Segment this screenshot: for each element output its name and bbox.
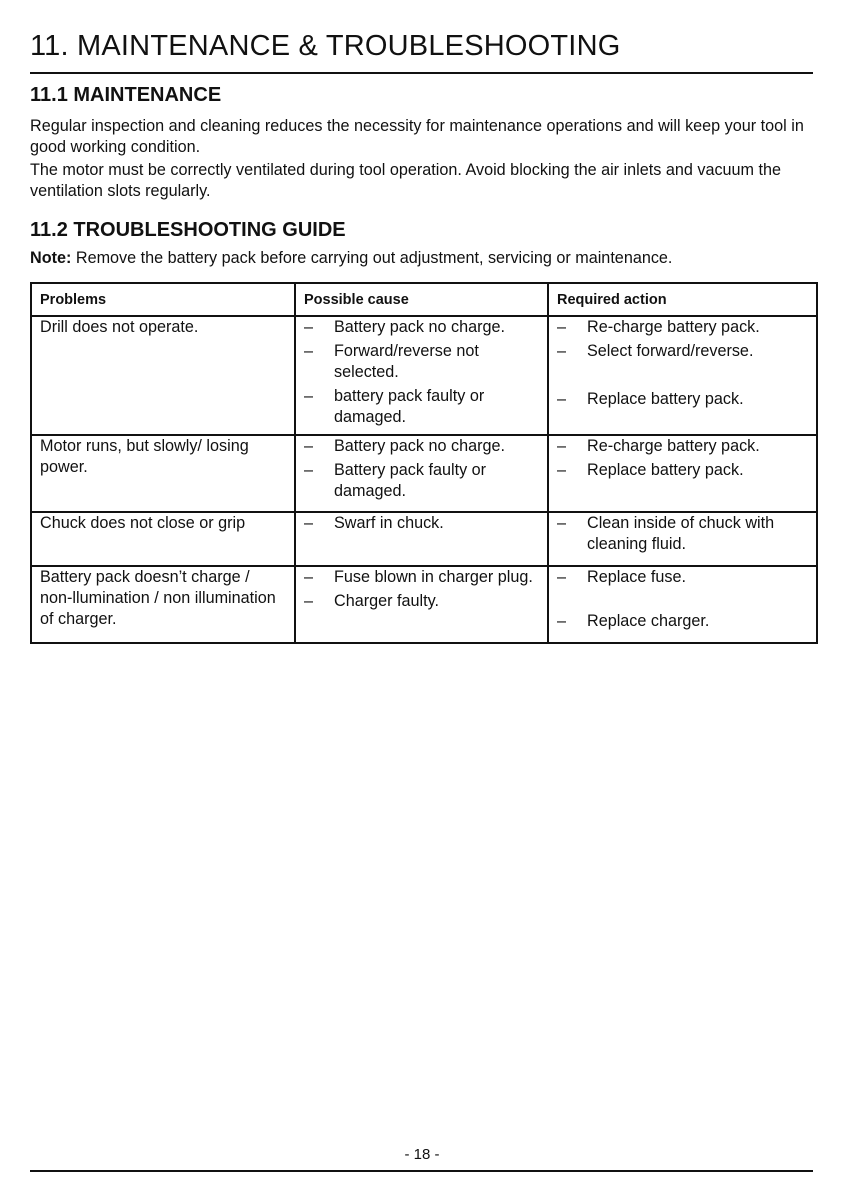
- dash-bullet: –: [557, 342, 567, 360]
- cause-item: – Charger faulty.: [304, 592, 439, 610]
- column-header-problems: Problems: [31, 283, 295, 316]
- dash-bullet: –: [557, 612, 567, 630]
- table-header-row: [31, 283, 817, 316]
- cause-item: – Forward/reverse not selected.: [304, 342, 479, 381]
- page-title: 11. MAINTENANCE & TROUBLESHOOTING: [30, 30, 621, 62]
- cause-item: – battery pack faulty or damaged.: [304, 387, 485, 426]
- action-item: – Re-charge battery pack.: [557, 318, 760, 336]
- cause-cell: [295, 512, 548, 566]
- section-heading-maintenance: 11.1 MAINTENANCE: [30, 84, 222, 106]
- action-item: – Select forward/reverse.: [557, 342, 754, 360]
- dash-bullet: –: [304, 387, 314, 405]
- table-row: [31, 566, 817, 643]
- cause-item: – Battery pack no charge.: [304, 437, 505, 455]
- cause-item: – Battery pack faulty or damaged.: [304, 461, 487, 500]
- cause-item: – Fuse blown in charger plug.: [304, 568, 533, 586]
- maintenance-paragraph-2: The motor must be correctly ventilated during tool operation. Avoid blocking the air inlets and vacuum the ventilation slots regularly.: [30, 161, 782, 200]
- table-row: [31, 316, 817, 435]
- action-item: – Clean inside of chuck with cleaning fluid.: [557, 514, 775, 553]
- cause-cell: [295, 566, 548, 643]
- dash-bullet: –: [557, 461, 567, 479]
- action-cell: [548, 316, 817, 435]
- action-item: – Re-charge battery pack.: [557, 437, 760, 455]
- dash-bullet: –: [557, 568, 567, 586]
- note-label: Note:: [30, 249, 72, 267]
- note-text: [30, 249, 672, 268]
- dash-bullet: –: [557, 514, 567, 532]
- action-item: – Replace battery pack.: [557, 390, 744, 408]
- table-row: [31, 512, 817, 566]
- action-cell: [548, 512, 817, 566]
- column-header-required-action: Required action: [548, 283, 817, 316]
- dash-bullet: –: [304, 592, 314, 610]
- dash-bullet: –: [304, 568, 314, 586]
- cause-item: – Swarf in chuck.: [304, 514, 444, 532]
- footer-divider: [30, 1170, 813, 1172]
- dash-bullet: –: [304, 342, 314, 360]
- action-cell: [548, 435, 817, 512]
- dash-bullet: –: [557, 318, 567, 336]
- cause-cell: [295, 435, 548, 512]
- dash-bullet: –: [557, 390, 567, 408]
- problem-cell: Chuck does not close or grip: [31, 512, 295, 566]
- title-divider: [30, 72, 813, 74]
- action-item: – Replace battery pack.: [557, 461, 744, 479]
- section-heading-troubleshooting: 11.2 TROUBLESHOOTING GUIDE: [30, 219, 346, 241]
- table-row: [31, 435, 817, 512]
- problem-cell: Motor runs, but slowly/ losing power.: [31, 435, 295, 512]
- page-number: - 18 -: [404, 1146, 440, 1163]
- dash-bullet: –: [304, 461, 314, 479]
- cause-cell: [295, 316, 548, 435]
- troubleshooting-table: [30, 282, 818, 644]
- action-item: – Replace charger.: [557, 612, 710, 630]
- dash-bullet: –: [304, 437, 314, 455]
- dash-bullet: –: [557, 437, 567, 455]
- column-header-possible-cause: Possible cause: [295, 283, 548, 316]
- dash-bullet: –: [304, 318, 314, 336]
- maintenance-paragraph-1: Regular inspection and cleaning reduces the necessity for maintenance operations and will keep your tool in good working condition.: [30, 117, 804, 156]
- note-body: Remove the battery pack before carrying out adjustment, servicing or maintenance.: [71, 249, 673, 267]
- action-cell: [548, 566, 817, 643]
- cause-item: – Battery pack no charge.: [304, 318, 505, 336]
- dash-bullet: –: [304, 514, 314, 532]
- problem-cell: Battery pack doesn’t charge / non-llumination / non illumination of charger.: [31, 566, 295, 643]
- action-item: – Replace fuse.: [557, 568, 686, 586]
- problem-cell: Drill does not operate.: [31, 316, 295, 435]
